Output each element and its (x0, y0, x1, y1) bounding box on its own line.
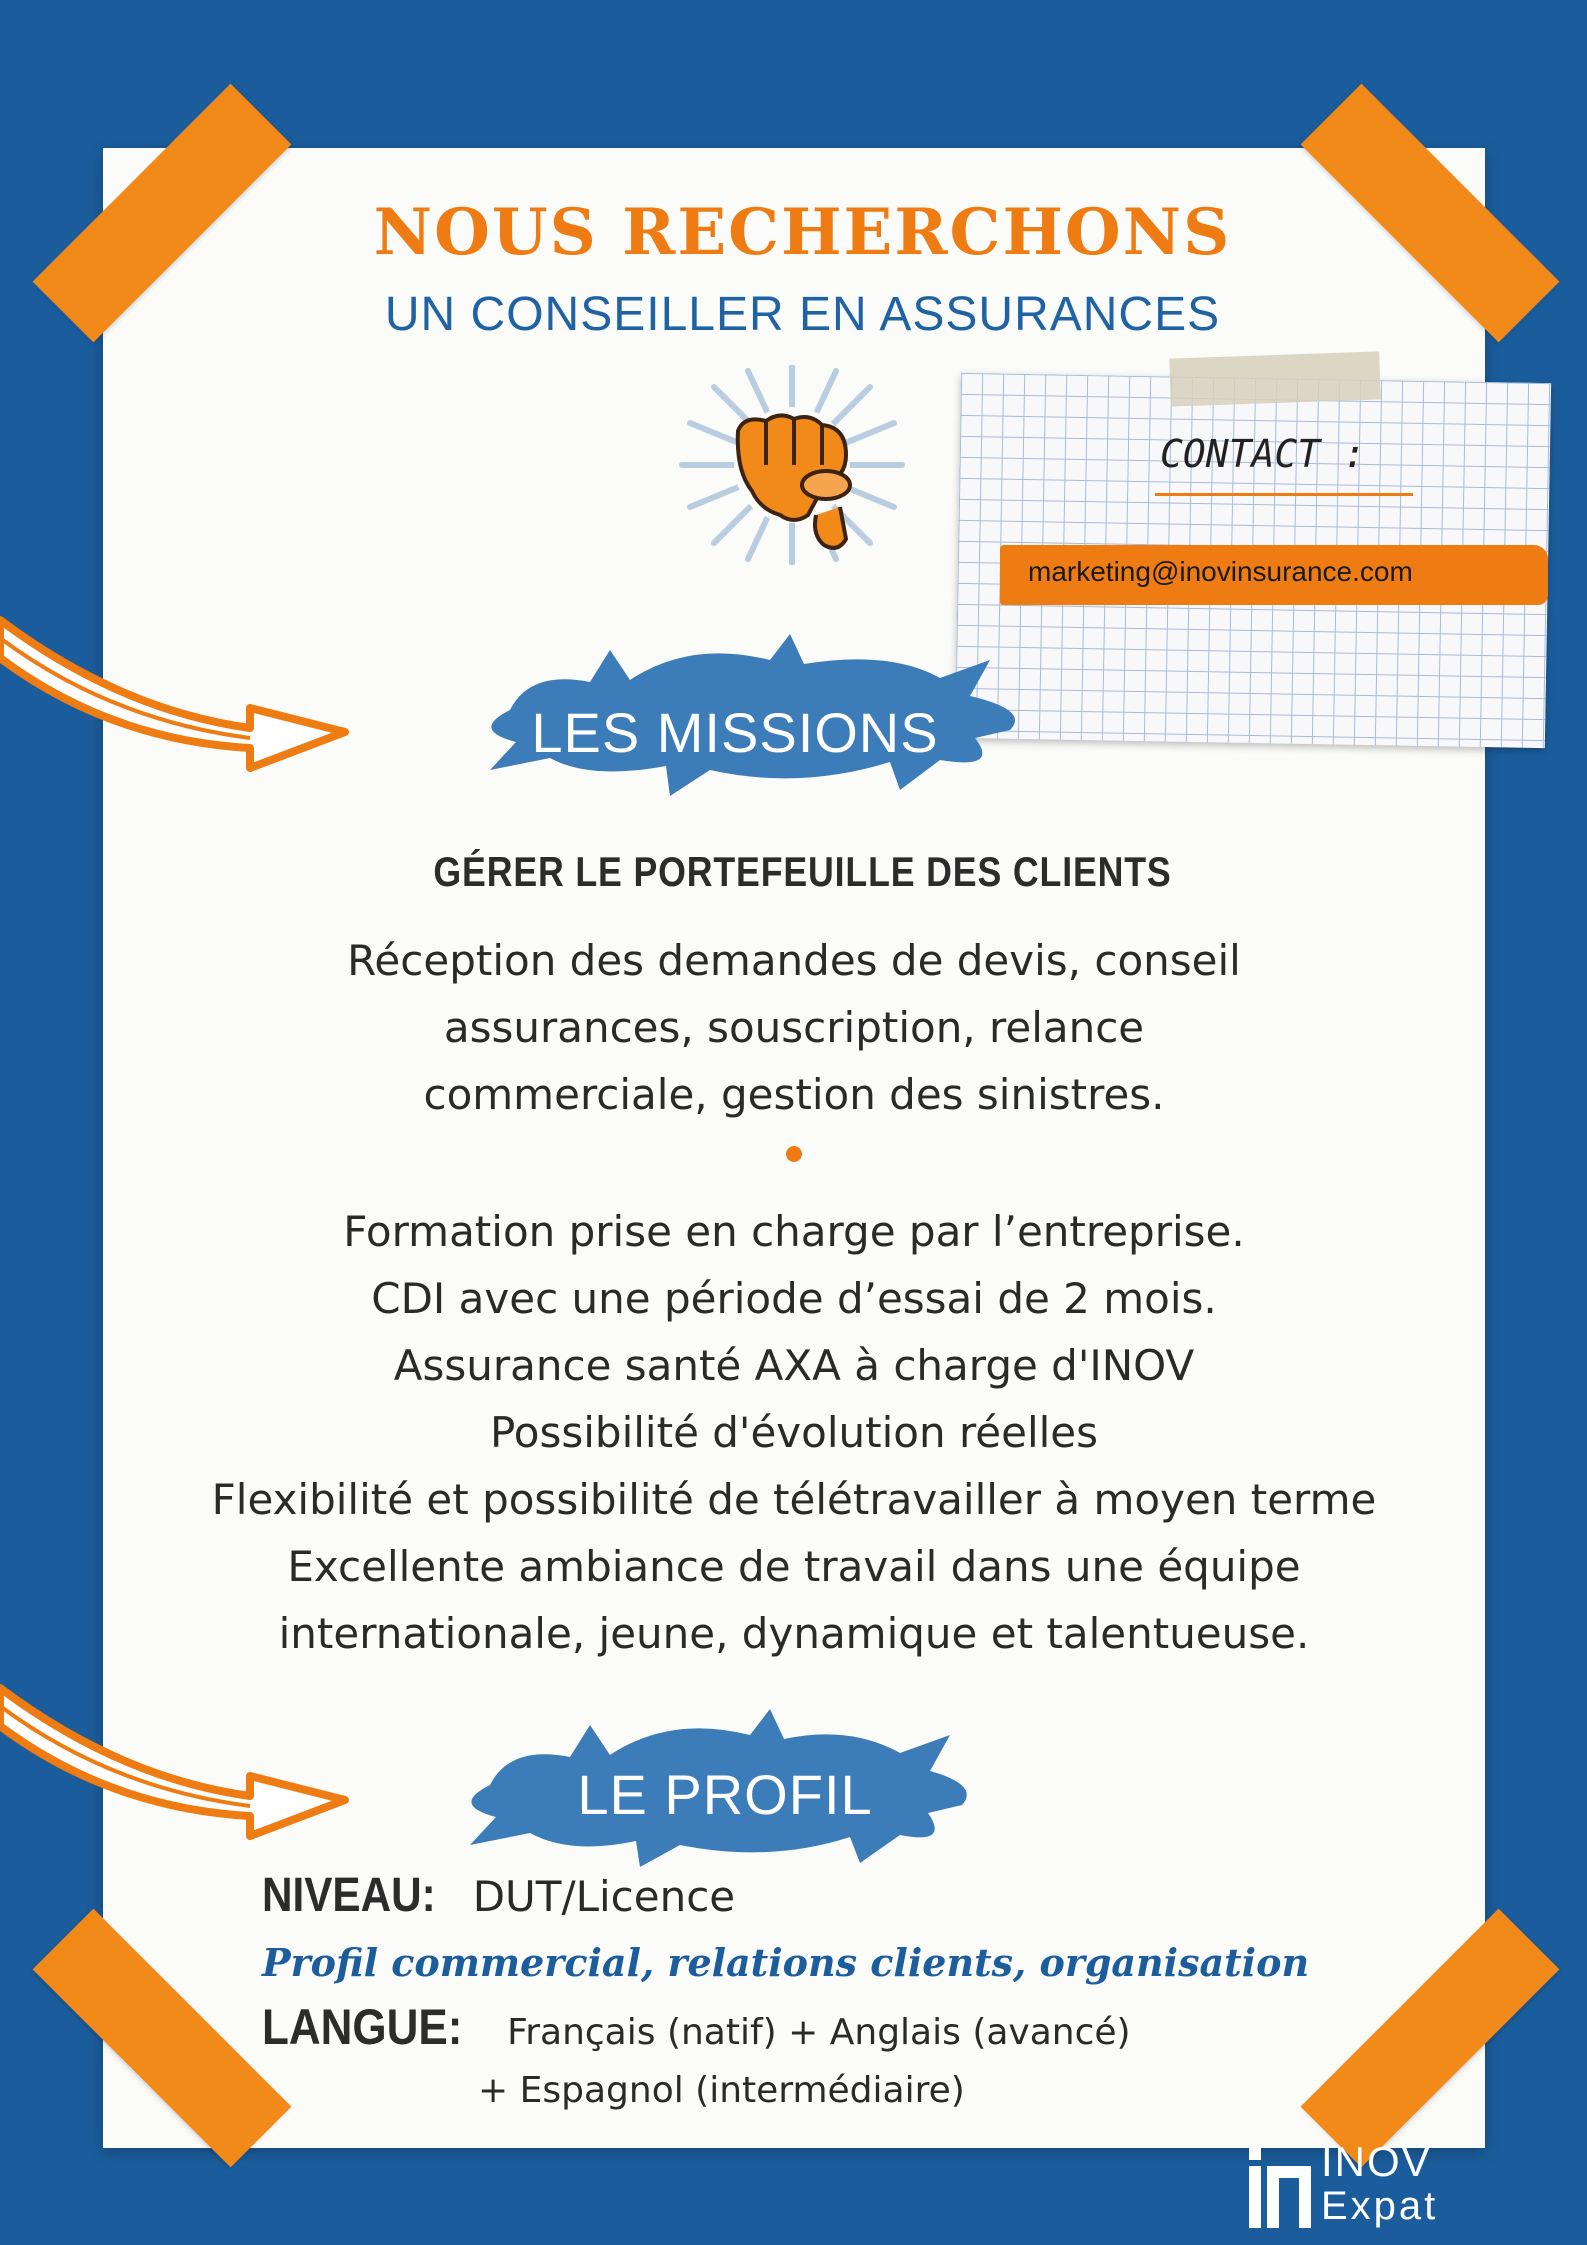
page-title: NOUS RECHERCHONS (373, 195, 1232, 270)
benefits-list (103, 1198, 1485, 1667)
missions-description (103, 927, 1485, 1128)
contact-label: CONTACT : (1160, 432, 1366, 476)
profile-commercial: Profil commercial, relations clients, organisation (262, 1940, 1310, 1985)
inov-logo (1245, 2138, 1465, 2232)
inov-logo-icon (1245, 2144, 1315, 2228)
missions-title: GÉRER LE PORTEFEUILLE DES CLIENTS (433, 848, 1172, 895)
logo-line1: INOV (1321, 2138, 1432, 2185)
niveau-value: DUT/Licence (472, 1872, 736, 1921)
langue-value: Français (natif) + Anglais (avancé) (507, 2012, 1131, 2053)
pointing-hand-icon (676, 365, 908, 565)
arrow-icon (0, 1648, 360, 1858)
benefit-line: Flexibilité et possibilité de télétravailler à moyen terme (211, 1475, 1377, 1524)
logo-line2: Expat (1321, 2184, 1439, 2228)
arrow-icon (0, 580, 360, 790)
profile-langue (262, 1998, 1131, 2056)
benefit-line: Excellente ambiance de travail dans une équipe (287, 1542, 1301, 1591)
missions-heading: LES MISSIONS (531, 701, 939, 764)
contact-underline (1155, 493, 1413, 496)
niveau-label: NIVEAU: (262, 1869, 436, 1922)
description-line: commerciale, gestion des sinistres. (423, 1070, 1165, 1119)
note-tape (1169, 351, 1381, 406)
benefit-line: internationale, jeune, dynamique et talentueuse. (278, 1609, 1310, 1658)
profile-langue-extra: + Espagnol (intermédiaire) (478, 2070, 965, 2111)
langue-label: LANGUE: (262, 1999, 463, 2055)
page-subtitle: UN CONSEILLER EN ASSURANCES (384, 288, 1221, 341)
description-line: assurances, souscription, relance (443, 1003, 1145, 1052)
profile-heading: LE PROFIL (577, 1763, 873, 1826)
contact-email[interactable]: marketing@inovinsurance.com (1028, 556, 1413, 587)
description-line: Réception des demandes de devis, conseil (347, 936, 1241, 985)
benefit-line: CDI avec une période d’essai de 2 mois. (371, 1274, 1217, 1323)
profile-niveau (262, 1868, 735, 1923)
benefit-line: Formation prise en charge par l’entreprise. (343, 1207, 1245, 1256)
benefit-line: Assurance santé AXA à charge d'INOV (393, 1341, 1195, 1390)
bullet-dot (786, 1146, 802, 1162)
benefit-line: Possibilité d'évolution réelles (489, 1408, 1099, 1457)
